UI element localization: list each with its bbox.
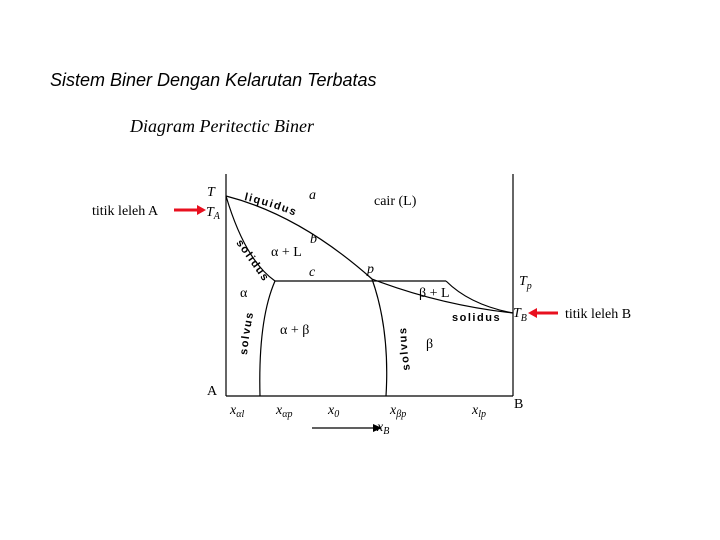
solvus-left-label [238, 310, 256, 355]
solvus-right-label-text: solvus [397, 326, 413, 372]
region-beta-liquid-label: β + L [419, 286, 450, 301]
beta-solvus-curve [372, 279, 387, 396]
temperature-b-subscript: B [520, 313, 527, 324]
point-p-label: p [367, 262, 374, 277]
component-b-label: B [514, 397, 524, 412]
x-axis-label-main: x [377, 420, 384, 435]
point-a-label: a [309, 188, 316, 203]
temperature-b-symbol: T [513, 306, 521, 321]
tick-x-zero-sub: 0 [334, 409, 340, 420]
diagram-subtitle: Diagram Peritectic Biner [130, 116, 314, 136]
tick-x-alpha-l-main: x [230, 403, 237, 418]
tick-x-alpha-l-sub: αl [236, 409, 245, 420]
tick-x-beta-p-sub: βp [396, 409, 407, 420]
liquidus-label-text: liquidus [243, 191, 299, 219]
solidus-right-label [452, 312, 501, 324]
point-c-label: c [309, 265, 316, 280]
region-beta-label: β [426, 337, 434, 352]
tick-x-l-p-sub: lp [478, 409, 486, 420]
liquidus-label [243, 191, 299, 219]
solvus-right-label [397, 326, 413, 371]
temperature-a-subscript: A [213, 211, 220, 222]
x-axis-label-sub: B [383, 426, 390, 437]
temperature-a-label [206, 205, 221, 222]
page-title: Sistem Biner Dengan Kelarutan Terbatas [50, 70, 377, 90]
region-alpha-beta-label: α + β [280, 323, 310, 338]
component-a-label: A [207, 384, 218, 399]
region-alpha-liquid-label: α + L [271, 245, 302, 260]
point-b-label: b [310, 232, 317, 247]
melting-arrow-a-head [197, 205, 206, 215]
tick-x-alpha-l [229, 403, 244, 420]
tick-x-beta-p-main: x [390, 403, 397, 418]
temperature-p-subscript: p [526, 281, 532, 292]
tick-x-beta-p [389, 403, 406, 420]
tick-x-zero-main: x [328, 403, 335, 418]
tick-x-alpha-p-main: x [276, 403, 283, 418]
region-liquid-label: cair (L) [374, 194, 417, 209]
tick-x-alpha-p [275, 403, 292, 420]
temperature-p-label [519, 274, 532, 292]
solidus-left-label [233, 237, 271, 284]
temperature-a-symbol: T [206, 205, 214, 220]
solidus-left-label-text: solidus [233, 237, 272, 285]
tick-x-l-p [471, 403, 486, 420]
solvus-left-label-text: solvus [238, 310, 257, 356]
tick-x-l-p-main: x [472, 403, 479, 418]
tick-x-zero [327, 403, 339, 420]
liquidus-curve [226, 196, 372, 279]
temperature-b-label [513, 306, 527, 324]
region-alpha-label: α [240, 286, 248, 301]
melting-arrow-b-head [528, 308, 537, 318]
solidus-right-label-text: solidus [452, 312, 502, 324]
temperature-p-symbol: T [519, 274, 527, 289]
x-axis-label [376, 420, 389, 437]
tick-x-alpha-p-sub: αp [282, 409, 293, 420]
alpha-solvus-curve [260, 281, 275, 396]
melting-point-b-label: titik leleh B [565, 307, 632, 322]
axis-t-label: T [207, 185, 215, 200]
melting-point-a-label: titik leleh A [92, 204, 159, 219]
